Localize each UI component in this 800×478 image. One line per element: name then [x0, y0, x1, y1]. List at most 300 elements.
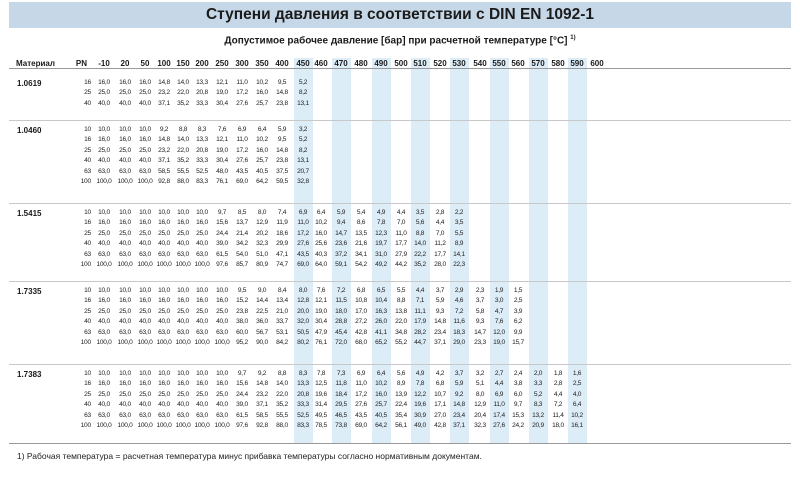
- table-cell: 17,7: [434, 250, 446, 258]
- table-cell: 9,9: [513, 328, 523, 336]
- table-cell: 2,7: [494, 370, 504, 377]
- pn-value: 25: [84, 229, 91, 237]
- table-subtitle: [0, 35, 800, 46]
- table-cell: 25,0: [177, 390, 189, 398]
- table-cell: 10,2: [375, 380, 387, 388]
- table-cell: 10,0: [216, 370, 228, 377]
- table-cell: 40,0: [216, 318, 228, 326]
- table-cell: 56,7: [256, 328, 268, 336]
- table-cell: 2,9: [454, 287, 464, 294]
- table-cell: 23,2: [256, 390, 268, 398]
- table-cell: 40,0: [177, 401, 189, 409]
- pn-value: 16: [84, 297, 91, 305]
- table-cell: 12,9: [474, 401, 486, 409]
- table-cell: 16,0: [98, 79, 110, 86]
- pn-value: 16: [84, 380, 91, 388]
- table-cell: 40,0: [196, 318, 208, 326]
- table-cell: 40,0: [139, 240, 151, 248]
- pn-value: 16: [84, 219, 91, 227]
- table-cell: 34,2: [236, 240, 248, 248]
- table-cell: 19,0: [216, 146, 228, 154]
- pn-value: 40: [84, 401, 91, 409]
- table-cell: 11,2: [434, 240, 446, 248]
- header-temperature: 470: [334, 59, 348, 68]
- table-cell: 58,5: [256, 411, 268, 419]
- table-cell: 9,2: [159, 126, 169, 133]
- table-cell: 16,0: [177, 219, 189, 227]
- table-cell: 10,2: [256, 136, 268, 144]
- table-cell: 25,0: [216, 307, 228, 315]
- table-cell: 11,0: [355, 380, 367, 388]
- table-cell: 9,7: [237, 370, 247, 377]
- table-cell: 45,4: [335, 328, 347, 336]
- table-cell: 23,2: [158, 89, 170, 97]
- pn-value: 25: [84, 146, 91, 154]
- table-cell: 27,6: [236, 99, 248, 107]
- table-cell: 19,0: [493, 339, 505, 346]
- pn-value: 10: [84, 126, 91, 133]
- table-cell: 40,0: [139, 99, 151, 107]
- table-cell: 16,0: [119, 380, 131, 388]
- table-cell: 17,4: [493, 411, 505, 419]
- table-cell: 10,0: [119, 287, 131, 294]
- table-cell: 7,6: [316, 287, 326, 294]
- table-cell: 63,0: [119, 250, 131, 258]
- table-cell: 80,2: [297, 339, 309, 346]
- table-cell: 16,0: [158, 380, 170, 388]
- table-cell: 6,9: [356, 370, 366, 377]
- table-cell: 60,0: [236, 328, 248, 336]
- table-cell: 25,6: [315, 240, 327, 248]
- table-cell: 63,0: [98, 328, 110, 336]
- table-cell: 2,5: [572, 380, 582, 388]
- table-cell: 63,0: [216, 411, 228, 419]
- table-cell: 53,1: [276, 328, 288, 336]
- table-cell: 23,8: [236, 307, 248, 315]
- pn-value: 16: [84, 79, 91, 86]
- table-cell: 6,9: [237, 126, 247, 133]
- table-cell: 2,5: [513, 297, 523, 305]
- table-cell: 5,9: [435, 297, 445, 305]
- table-cell: 25,0: [98, 146, 110, 154]
- table-cell: 27,6: [493, 422, 505, 429]
- table-cell: 63,0: [139, 250, 151, 258]
- table-cell: 15,6: [216, 219, 228, 227]
- table-cell: 6,9: [298, 209, 308, 216]
- table-cell: 100,0: [96, 261, 112, 268]
- table-cell: 12,1: [216, 79, 228, 86]
- table-cell: 54,0: [236, 250, 248, 258]
- header-temperature: 570: [531, 59, 545, 68]
- table-cell: 25,0: [177, 229, 189, 237]
- table-cell: 88,0: [276, 422, 288, 429]
- table-cell: 22,2: [414, 250, 426, 258]
- table-cell: 29,0: [453, 339, 465, 346]
- table-cell: 12,0: [493, 328, 505, 336]
- table-cell: 3,8: [513, 380, 523, 388]
- table-cell: 22,3: [453, 261, 465, 268]
- table-cell: 61,5: [216, 250, 228, 258]
- table-cell: 40,0: [139, 157, 151, 165]
- table-cell: 76,1: [315, 339, 327, 346]
- table-cell: 14,8: [434, 318, 446, 326]
- table-cell: 25,0: [158, 229, 170, 237]
- table-cell: 17,2: [355, 390, 367, 398]
- table-cell: 13,5: [355, 229, 367, 237]
- table-cell: 18,3: [453, 328, 465, 336]
- table-cell: 11,1: [414, 307, 426, 315]
- table-cell: 31,0: [375, 250, 387, 258]
- table-cell: 19,6: [315, 390, 327, 398]
- block-divider: [9, 281, 791, 282]
- table-cell: 8,9: [454, 240, 464, 248]
- table-cell: 55,5: [177, 167, 189, 175]
- table-cell: 37,1: [434, 339, 446, 346]
- table-cell: 11,6: [453, 318, 465, 326]
- table-cell: 8,8: [277, 370, 287, 377]
- table-cell: 47,9: [315, 328, 327, 336]
- table-cell: 1,9: [494, 287, 504, 294]
- table-cell: 16,1: [571, 422, 583, 429]
- table-cell: 29,5: [335, 401, 347, 409]
- table-cell: 16,0: [158, 219, 170, 227]
- pn-value: 25: [84, 390, 91, 398]
- table-cell: 23,2: [158, 146, 170, 154]
- pn-value: 63: [84, 250, 91, 258]
- header-temperature: 250: [215, 59, 229, 68]
- table-cell: 10,0: [98, 287, 110, 294]
- table-cell: 25,0: [196, 307, 208, 315]
- table-cell: 40,0: [119, 157, 131, 165]
- table-cell: 100,0: [117, 261, 133, 268]
- table-cell: 4,2: [435, 370, 445, 377]
- table-cell: 59,5: [276, 178, 288, 185]
- table-cell: 16,0: [216, 380, 228, 388]
- table-cell: 37,1: [158, 99, 170, 107]
- table-cell: 21,0: [276, 307, 288, 315]
- table-cell: 100,0: [194, 261, 210, 268]
- table-cell: 16,0: [177, 297, 189, 305]
- table-cell: 47,1: [276, 250, 288, 258]
- table-cell: 12,1: [216, 136, 228, 144]
- table-cell: 24,4: [216, 229, 228, 237]
- table-cell: 58,5: [158, 167, 170, 175]
- table-cell: 4,4: [553, 390, 563, 398]
- table-cell: 5,6: [415, 219, 425, 227]
- table-cell: 25,0: [158, 307, 170, 315]
- table-cell: 20,2: [256, 229, 268, 237]
- table-cell: 16,0: [375, 390, 387, 398]
- table-cell: 3,9: [513, 307, 523, 315]
- table-cell: 17,2: [236, 146, 248, 154]
- material-name: 1.5415: [17, 209, 42, 218]
- table-cell: 25,0: [119, 307, 131, 315]
- table-cell: 7,0: [396, 219, 406, 227]
- table-cell: 49,0: [414, 422, 426, 429]
- table-cell: 4,4: [415, 287, 425, 294]
- table-cell: 10,0: [98, 126, 110, 133]
- table-cell: 63,0: [177, 250, 189, 258]
- table-cell: 1,8: [553, 370, 563, 377]
- table-cell: 65,2: [375, 339, 387, 346]
- table-cell: 8,5: [237, 209, 247, 216]
- table-cell: 10,2: [571, 411, 583, 419]
- table-cell: 33,3: [297, 401, 309, 409]
- table-cell: 97,6: [236, 422, 248, 429]
- table-cell: 12,9: [256, 219, 268, 227]
- table-cell: 37,1: [158, 157, 170, 165]
- table-cell: 10,2: [256, 79, 268, 86]
- table-cell: 28,0: [434, 261, 446, 268]
- table-cell: 15,6: [236, 380, 248, 388]
- table-cell: 16,0: [98, 297, 110, 305]
- table-cell: 100,0: [96, 422, 112, 429]
- table-cell: 37,2: [335, 250, 347, 258]
- header-temperature: 550: [492, 59, 506, 68]
- table-cell: 90,0: [256, 339, 268, 346]
- table-cell: 5,6: [396, 370, 406, 377]
- table-cell: 42,8: [434, 422, 446, 429]
- table-cell: 5,9: [454, 380, 464, 388]
- table-cell: 51,0: [256, 250, 268, 258]
- table-cell: 20,7: [297, 167, 309, 175]
- table-cell: 12,1: [315, 297, 327, 305]
- header-temperature: 450: [296, 59, 310, 68]
- table-cell: 25,0: [98, 229, 110, 237]
- table-cell: 40,5: [256, 167, 268, 175]
- table-cell: 40,0: [98, 318, 110, 326]
- subtitle-text: Допустимое рабочее давление [бар] при расчетной температуре [°C]: [224, 35, 568, 47]
- table-cell: 8,8: [415, 229, 425, 237]
- table-cell: 63,0: [119, 328, 131, 336]
- table-cell: 7,2: [454, 307, 464, 315]
- table-cell: 16,0: [98, 380, 110, 388]
- table-cell: 7,4: [277, 209, 287, 216]
- table-cell: 83,3: [297, 422, 309, 429]
- table-cell: 40,0: [98, 240, 110, 248]
- table-cell: 55,2: [395, 339, 407, 346]
- table-cell: 4,9: [415, 370, 425, 377]
- table-cell: 100,0: [194, 422, 210, 429]
- table-cell: 38,0: [236, 318, 248, 326]
- table-cell: 4,4: [435, 219, 445, 227]
- footer-divider: [9, 443, 791, 444]
- table-cell: 8,2: [298, 89, 308, 97]
- table-cell: 64,0: [315, 261, 327, 268]
- table-cell: 16,0: [256, 89, 268, 97]
- table-cell: 63,0: [158, 328, 170, 336]
- table-cell: 17,9: [414, 318, 426, 326]
- table-cell: 7,3: [336, 370, 346, 377]
- table-cell: 11,0: [236, 136, 248, 144]
- table-cell: 64,2: [256, 178, 268, 185]
- table-cell: 64,2: [375, 422, 387, 429]
- table-cell: 40,0: [98, 401, 110, 409]
- table-cell: 100,0: [117, 339, 133, 346]
- table-cell: 63,0: [119, 167, 131, 175]
- table-cell: 63,0: [139, 328, 151, 336]
- table-cell: 3,2: [475, 370, 485, 377]
- table-cell: 22,0: [177, 146, 189, 154]
- table-cell: 13,1: [297, 99, 309, 107]
- table-cell: 8,3: [533, 401, 543, 409]
- table-cell: 14,8: [256, 380, 268, 388]
- table-cell: 25,0: [98, 307, 110, 315]
- table-cell: 14,1: [453, 250, 465, 258]
- table-cell: 63,0: [177, 328, 189, 336]
- table-cell: 40,0: [196, 401, 208, 409]
- pn-value: 100: [80, 178, 91, 185]
- table-cell: 23,3: [474, 339, 486, 346]
- table-cell: 17,2: [236, 89, 248, 97]
- table-cell: 16,0: [98, 219, 110, 227]
- pn-value: 100: [80, 422, 91, 429]
- table-cell: 40,0: [139, 401, 151, 409]
- table-cell: 19,0: [216, 89, 228, 97]
- table-cell: 9,7: [217, 209, 227, 216]
- table-cell: 25,0: [119, 390, 131, 398]
- table-cell: 6,8: [356, 287, 366, 294]
- table-cell: 32,0: [297, 318, 309, 326]
- table-cell: 3,3: [533, 380, 543, 388]
- table-cell: 3,2: [298, 126, 308, 133]
- table-cell: 28,2: [414, 328, 426, 336]
- table-cell: 23,4: [453, 411, 465, 419]
- pn-value: 40: [84, 318, 91, 326]
- table-cell: 4,0: [572, 390, 582, 398]
- table-cell: 6,4: [572, 401, 582, 409]
- table-cell: 41,1: [375, 328, 387, 336]
- table-cell: 100,0: [175, 422, 191, 429]
- table-cell: 40,0: [119, 240, 131, 248]
- table-cell: 80,9: [256, 261, 268, 268]
- table-cell: 25,0: [216, 390, 228, 398]
- block-divider: [9, 203, 791, 204]
- table-cell: 8,2: [298, 146, 308, 154]
- table-cell: 8,9: [396, 380, 406, 388]
- table-cell: 16,0: [216, 297, 228, 305]
- table-cell: 40,0: [177, 318, 189, 326]
- table-cell: 40,0: [119, 401, 131, 409]
- table-cell: 25,0: [98, 390, 110, 398]
- table-cell: 16,0: [119, 136, 131, 144]
- table-cell: 13,3: [196, 136, 208, 144]
- header-temperature: 560: [511, 59, 525, 68]
- table-cell: 25,7: [256, 157, 268, 165]
- table-cell: 22,5: [256, 307, 268, 315]
- table-cell: 7,8: [316, 370, 326, 377]
- material-name: 1.7383: [17, 370, 42, 379]
- table-cell: 6,5: [376, 287, 386, 294]
- table-cell: 11,0: [395, 229, 407, 237]
- table-cell: 8,8: [396, 297, 406, 305]
- table-cell: 16,0: [196, 380, 208, 388]
- table-cell: 5,9: [336, 209, 346, 216]
- table-cell: 33,3: [196, 157, 208, 165]
- table-cell: 9,0: [257, 287, 267, 294]
- table-cell: 84,2: [276, 339, 288, 346]
- table-cell: 30,9: [414, 411, 426, 419]
- table-cell: 30,4: [216, 157, 228, 165]
- table-cell: 17,0: [355, 307, 367, 315]
- table-cell: 97,6: [216, 261, 228, 268]
- table-cell: 55,5: [276, 411, 288, 419]
- table-cell: 17,1: [434, 401, 446, 409]
- header-temperature: 20: [120, 59, 130, 68]
- table-cell: 33,3: [196, 99, 208, 107]
- pn-value: 16: [84, 136, 91, 144]
- table-cell: 4,4: [494, 380, 504, 388]
- table-cell: 16,0: [139, 219, 151, 227]
- table-cell: 11,0: [236, 79, 248, 86]
- table-cell: 63,0: [119, 411, 131, 419]
- table-cell: 100,0: [175, 261, 191, 268]
- table-cell: 8,6: [356, 219, 366, 227]
- table-cell: 85,7: [236, 261, 248, 268]
- table-cell: 100,0: [117, 178, 133, 185]
- table-cell: 16,0: [139, 380, 151, 388]
- table-cell: 13,9: [395, 390, 407, 398]
- table-cell: 7,6: [494, 318, 504, 326]
- table-cell: 16,0: [119, 79, 131, 86]
- table-cell: 100,0: [96, 339, 112, 346]
- table-cell: 5,5: [454, 229, 464, 237]
- table-cell: 21,4: [236, 229, 248, 237]
- table-cell: 24,4: [236, 390, 248, 398]
- table-cell: 16,0: [139, 136, 151, 144]
- table-title: Ступени давления в соответствии с DIN EN 1092-1: [9, 2, 791, 28]
- table-cell: 3,5: [415, 209, 425, 216]
- table-cell: 22,0: [276, 390, 288, 398]
- header-temperature: 540: [473, 59, 487, 68]
- table-cell: 100,0: [214, 339, 230, 346]
- table-cell: 6,8: [435, 380, 445, 388]
- table-cell: 25,0: [119, 89, 131, 97]
- table-cell: 92,8: [256, 422, 268, 429]
- table-cell: 78,5: [315, 422, 327, 429]
- table-cell: 9,5: [277, 79, 287, 86]
- table-cell: 63,0: [139, 167, 151, 175]
- table-cell: 40,0: [98, 157, 110, 165]
- material-name: 1.0619: [17, 79, 42, 88]
- table-cell: 39,0: [216, 240, 228, 248]
- table-cell: 30,4: [216, 99, 228, 107]
- table-cell: 10,0: [177, 370, 189, 377]
- table-cell: 10,0: [139, 370, 151, 377]
- table-cell: 5,1: [475, 380, 485, 388]
- block-divider: [9, 364, 791, 365]
- table-cell: 2,3: [475, 287, 485, 294]
- table-cell: 27,0: [434, 411, 446, 419]
- table-cell: 17,7: [395, 240, 407, 248]
- table-cell: 14,8: [453, 401, 465, 409]
- table-cell: 63,0: [98, 250, 110, 258]
- table-cell: 18,0: [552, 422, 564, 429]
- table-cell: 100,0: [214, 422, 230, 429]
- table-cell: 3,7: [475, 297, 485, 305]
- table-cell: 14,0: [276, 380, 288, 388]
- table-cell: 5,4: [356, 209, 366, 216]
- table-cell: 63,0: [196, 328, 208, 336]
- table-cell: 100,0: [137, 422, 153, 429]
- table-cell: 100,0: [137, 339, 153, 346]
- table-cell: 3,7: [435, 287, 445, 294]
- table-cell: 23,8: [276, 157, 288, 165]
- table-cell: 36,0: [256, 318, 268, 326]
- table-cell: 12,8: [297, 297, 309, 305]
- table-cell: 10,0: [119, 209, 131, 216]
- table-cell: 100,0: [137, 178, 153, 185]
